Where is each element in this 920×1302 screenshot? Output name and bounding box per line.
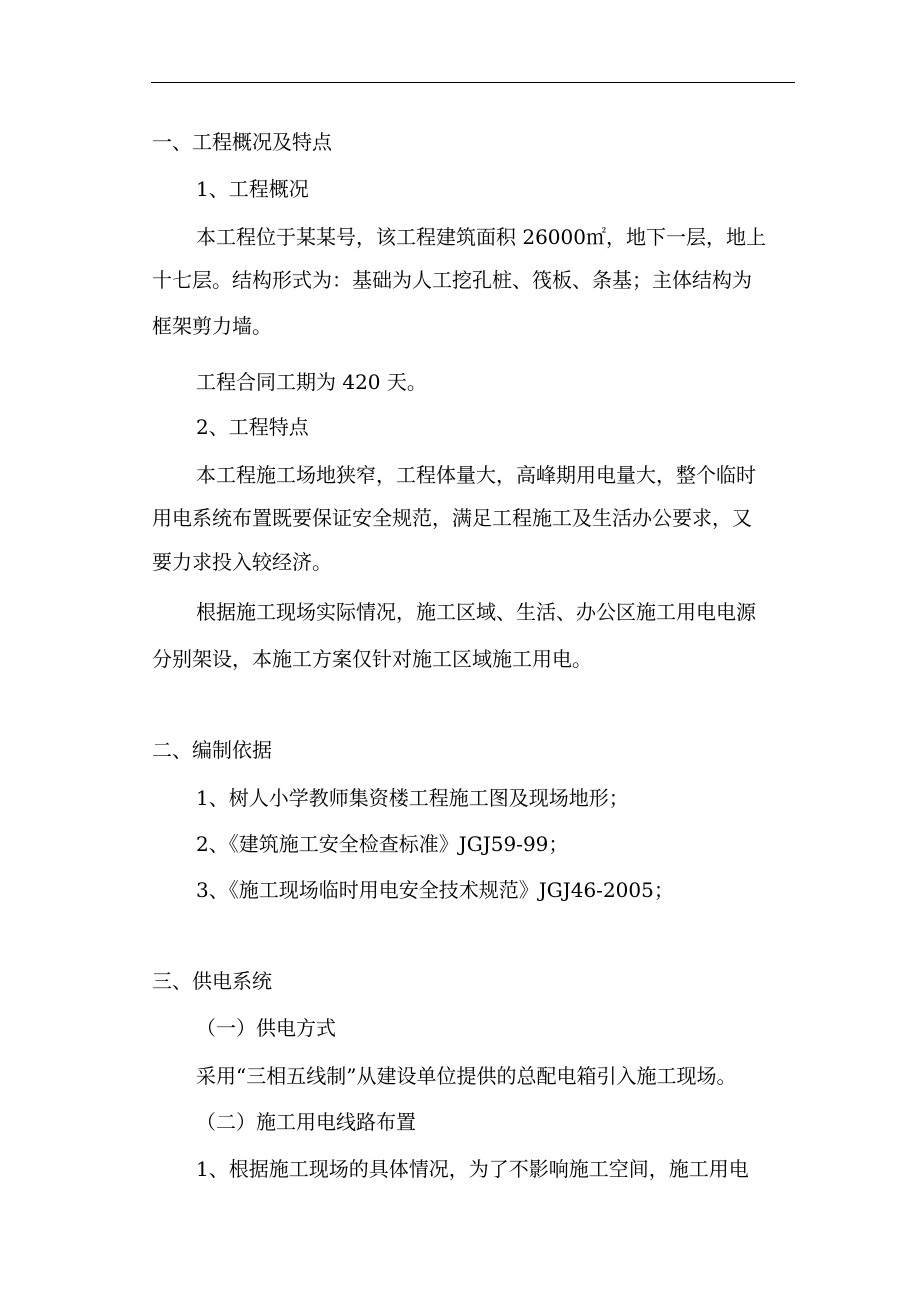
paragraph-line: 框架剪力墙。 xyxy=(152,314,272,338)
paragraph-line: 分别架设，本施工方案仅针对施工区域施工用电。 xyxy=(152,647,592,671)
paragraph-line: 工程合同工期为 420 天。 xyxy=(196,370,427,394)
header-rule xyxy=(151,82,795,83)
paragraph-line: 1、根据施工现场的具体情况，为了不影响施工空间，施工用电 xyxy=(196,1157,749,1181)
list-item: 1、树人小学教师集资楼工程施工图及现场地形； xyxy=(196,786,629,810)
paragraph-line: 十七层。结构形式为：基础为人工挖孔桩、筏板、条基；主体结构为 xyxy=(152,268,752,292)
subheading-line-layout: （二）施工用电线路布置 xyxy=(196,1110,416,1134)
paragraph-line: 要力求投入较经济。 xyxy=(152,550,332,574)
section-heading-overview: 一、工程概况及特点 xyxy=(152,130,332,154)
subheading-project-overview: 1、工程概况 xyxy=(196,177,309,201)
list-item: 3、《施工现场临时用电安全技术规范》JGJ46-2005； xyxy=(196,878,674,902)
section-heading-power-supply: 三、供电系统 xyxy=(152,969,272,993)
subheading-supply-method: （一）供电方式 xyxy=(196,1016,336,1040)
paragraph-line: 本工程位于某某号，该工程建筑面积 26000㎡，地下一层，地上 xyxy=(196,225,766,249)
list-item: 2、《建筑施工安全检查标准》JGJ59-99； xyxy=(196,832,569,856)
section-heading-basis: 二、编制依据 xyxy=(152,738,272,762)
paragraph-line: 根据施工现场实际情况，施工区域、生活、办公区施工用电电源 xyxy=(196,600,756,624)
subheading-project-features: 2、工程特点 xyxy=(196,415,309,439)
paragraph-line: 用电系统布置既要保证安全规范，满足工程施工及生活办公要求，又 xyxy=(152,506,752,530)
paragraph-line: 本工程施工场地狭窄，工程体量大，高峰期用电量大，整个临时 xyxy=(196,463,756,487)
paragraph-line: 采用“三相五线制”从建设单位提供的总配电箱引入施工现场。 xyxy=(196,1064,737,1088)
